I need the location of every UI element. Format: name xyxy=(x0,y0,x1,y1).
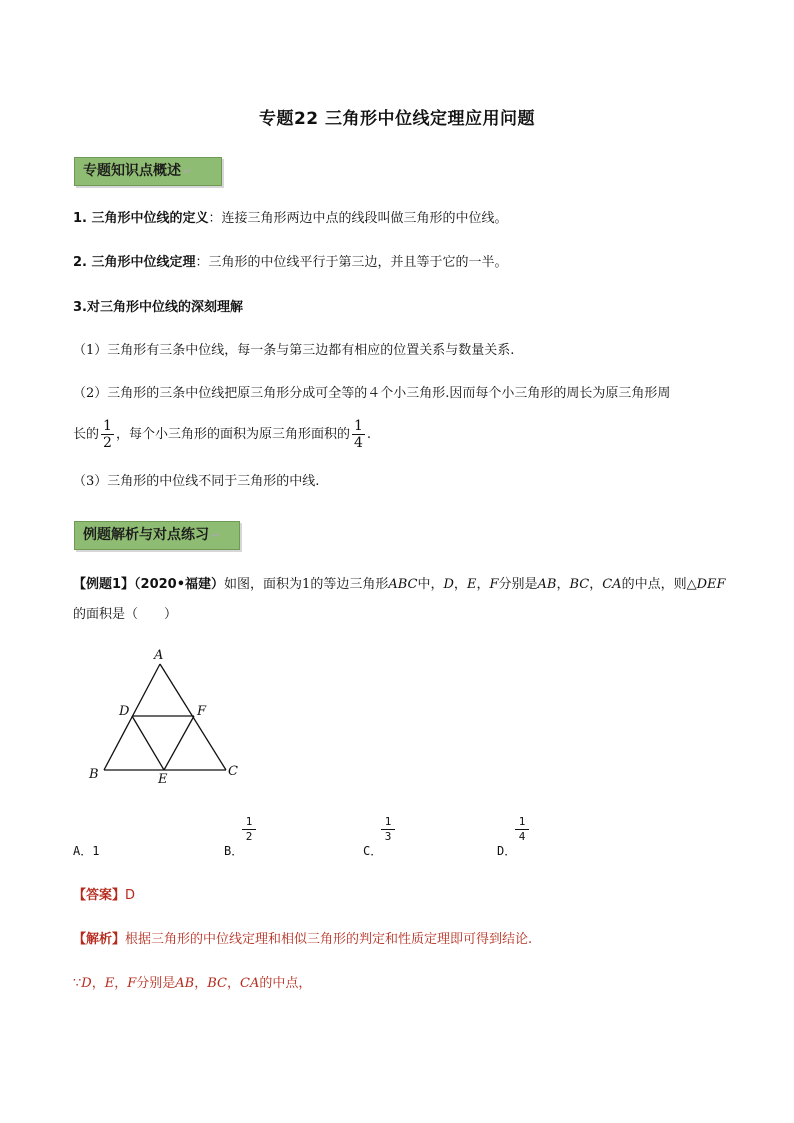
option-b-fraction xyxy=(242,815,256,844)
math-var: F xyxy=(489,577,499,592)
analysis-label: 【解析】 xyxy=(73,932,126,947)
knowledge-item-2-cont xyxy=(73,418,733,451)
vertex-label-e: E xyxy=(158,772,168,787)
knowledge-point-3: 3.对三角形中位线的深刻理解 xyxy=(73,300,243,315)
answer-label: 【答案】 xyxy=(73,888,126,903)
example-source: （2020•福建） xyxy=(134,577,225,592)
answer-value: D xyxy=(125,888,136,903)
option-a: A．1 xyxy=(73,844,100,858)
vertex-label-d: D xyxy=(119,704,130,719)
math-var: BC xyxy=(569,577,590,592)
text-segment: ， xyxy=(589,577,603,592)
fraction-denominator: 3 xyxy=(384,830,392,843)
text-segment: ， xyxy=(91,976,105,991)
section-banner-knowledge xyxy=(74,157,222,186)
analysis-line-2 xyxy=(73,972,733,991)
text-segment: 长的 xyxy=(73,427,100,442)
math-var: CA xyxy=(602,577,622,592)
text-segment: ， xyxy=(453,577,467,592)
option-d-fraction xyxy=(515,815,529,844)
fraction-numerator: 1 xyxy=(381,815,395,830)
return-mark-icon: ↵ xyxy=(183,165,193,178)
text-segment: ， xyxy=(476,577,490,592)
text-segment: ∵ xyxy=(73,976,82,991)
triangle-figure xyxy=(86,642,246,790)
knowledge-point-2 xyxy=(73,252,733,274)
text-segment: 如图，面积为1的等边三角形 xyxy=(224,577,389,592)
knowledge-item-1: （1）三角形有三条中位线，每一条与第三边都有相应的位置关系与数量关系. xyxy=(73,343,515,358)
vertex-label-f: F xyxy=(197,704,207,719)
example-1-question xyxy=(73,574,733,596)
fraction-denominator: 4 xyxy=(518,830,526,843)
text-segment: ，每个小三角形的面积为原三角形面积的 xyxy=(115,427,350,442)
midline-de xyxy=(132,716,164,770)
point-text: ：三角形的中位线平行于第三边，并且等于它的一半。 xyxy=(195,255,508,270)
fraction-denominator: 2 xyxy=(103,435,112,451)
math-var: D xyxy=(443,577,454,592)
point-label: 2. 三角形中位线定理 xyxy=(73,255,196,270)
vertex-label-a: A xyxy=(154,648,164,663)
option-c: C． xyxy=(363,844,383,858)
text-segment: . xyxy=(366,427,372,442)
example-1-question-cont: 的面积是（ ） xyxy=(73,607,178,622)
vertex-label-c: C xyxy=(228,764,238,779)
math-var: D xyxy=(81,976,92,991)
analysis-text: 根据三角形的中位线定理和相似三角形的判定和性质定理即可得到结论. xyxy=(125,932,533,947)
text-segment: 中， xyxy=(417,577,444,592)
option-b: B． xyxy=(224,844,244,858)
text-segment: 分别是 xyxy=(498,577,538,592)
fraction-numerator: 1 xyxy=(353,418,363,434)
text-segment: 的中点，则△ xyxy=(621,577,697,592)
text-segment: 分别是 xyxy=(136,976,176,991)
banner-label: 例题解析与对点练习 xyxy=(83,527,209,543)
knowledge-item-3: （3）三角形的中位线不同于三角形的中线. xyxy=(73,474,320,489)
option-d: D． xyxy=(497,844,517,858)
fraction-numerator: 1 xyxy=(515,815,529,830)
vertex-label-b: B xyxy=(89,767,99,782)
math-var: CA xyxy=(240,976,260,991)
option-c-fraction xyxy=(381,815,395,844)
text-segment: ， xyxy=(227,976,241,991)
answer-line xyxy=(73,884,135,903)
math-var: ABC xyxy=(388,577,418,592)
text-segment: ， xyxy=(556,577,570,592)
math-var: AB xyxy=(175,976,195,991)
fraction-denominator: 2 xyxy=(245,830,253,843)
page-title: 专题22 三角形中位线定理应用问题 xyxy=(258,109,536,129)
return-mark-icon: ↵ xyxy=(211,529,221,542)
math-var: E xyxy=(466,577,477,592)
point-text: ：连接三角形两边中点的线段叫做三角形的中位线。 xyxy=(208,211,508,226)
section-banner-examples xyxy=(74,521,240,550)
math-var: E xyxy=(104,976,115,991)
text-segment: ， xyxy=(194,976,208,991)
fraction-quarter xyxy=(352,418,365,451)
knowledge-point-1 xyxy=(73,208,733,230)
example-label: 【例题1】 xyxy=(73,577,135,592)
text-segment: 的中点， xyxy=(259,976,312,991)
math-var: F xyxy=(127,976,137,991)
fraction-half xyxy=(101,418,114,451)
point-label: 1. 三角形中位线的定义 xyxy=(73,211,209,226)
math-var: BC xyxy=(207,976,228,991)
math-var: DEF xyxy=(696,577,726,592)
math-var: AB xyxy=(537,577,557,592)
fraction-numerator: 1 xyxy=(242,815,256,830)
text-segment: ， xyxy=(114,976,128,991)
analysis-line xyxy=(73,928,733,947)
fraction-denominator: 4 xyxy=(353,435,363,451)
fraction-numerator: 1 xyxy=(103,418,112,434)
banner-label: 专题知识点概述 xyxy=(83,163,181,179)
knowledge-item-2: （2）三角形的三条中位线把原三角形分成可全等的４个小三角形.因而每个小三角形的周长为原三角形周 xyxy=(73,386,671,401)
midline-ef xyxy=(164,716,194,770)
